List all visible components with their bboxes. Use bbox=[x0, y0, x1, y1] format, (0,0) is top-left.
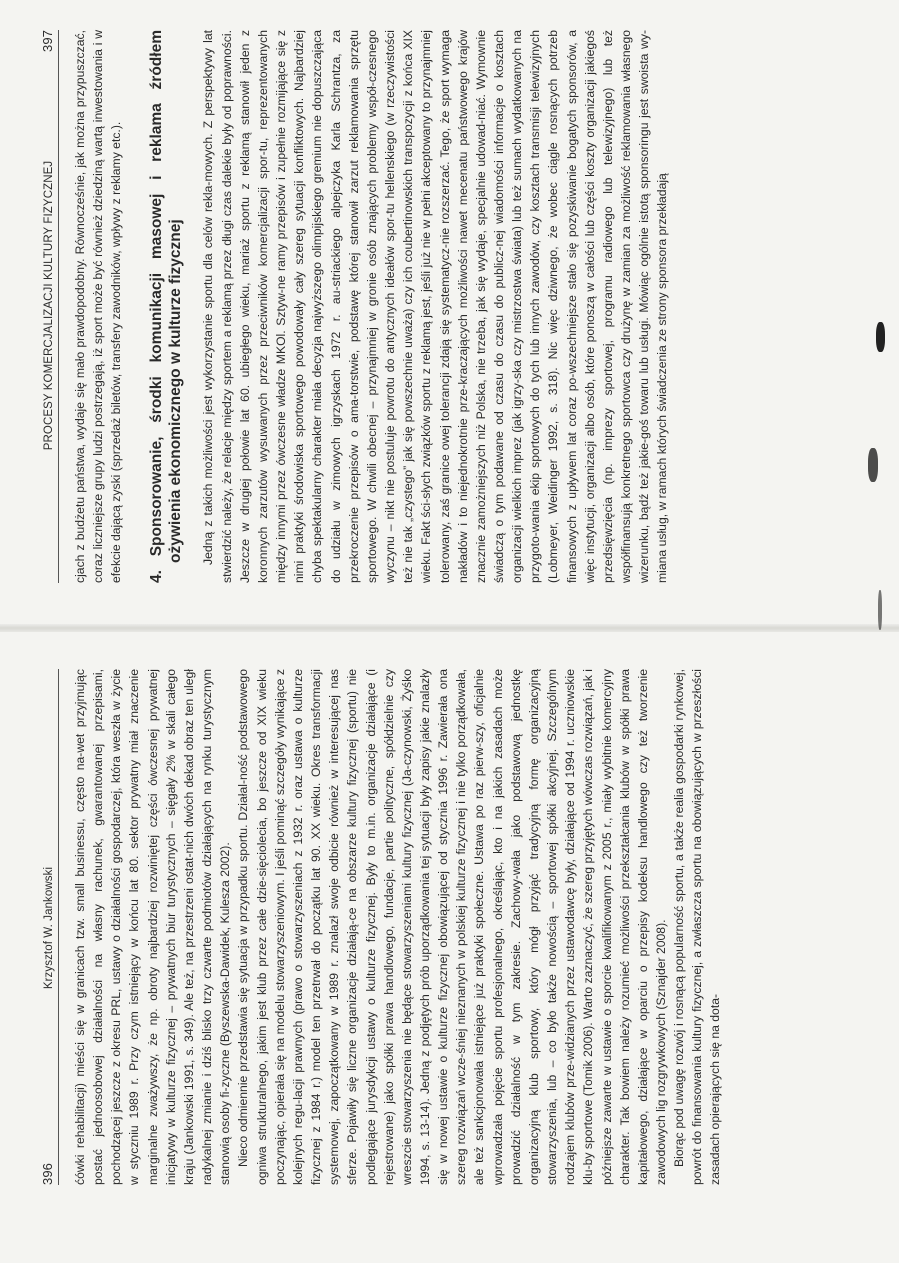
scan-artifact bbox=[876, 322, 885, 352]
running-head-title: PROCESY KOMERCJALIZACJI KULTURY FIZYCZNEJ bbox=[43, 160, 55, 451]
paragraph: Jedną z takich możliwości jest wykorzystanie sportu dla celów rekla-mowych. Z perspektywy lat stwierdzić należy, że relacje między sportem a reklamą przez długi czas dalekie były od poprawności. Jeszcze w drugiej połowie lat 60. ubiegłego wieku, mariaż sportu z reklamą stanowił jeden z koronnych zarzutów wysuwanych przez przeciwników komercjalizacji spor-tu, reprezentowanych między innymi przez ówczesne władze MKOl. Sztyw-ne ramy przepisów i zupełnie rozmijające się z nimi praktyki środowiska sportowego powodowały cały szereg sytuacji konfliktowych. Najbardziej chyba spektakularny charakter miała decyzja najwyższego olimpijskiego gremium nie dopuszczająca do udziału w zimowych igrzyskach 1972 r. au-striackiego alpejczyka Karla Schrantza, za przekroczenie przepisów o ama-torstwie, podstawę której stanowił zarzut reklamowania sprzętu sportowego. W chwili obecnej – przynajmniej w gronie osób znających problemy współ-czesnego wyczynu – nikt nie postuluje powrotu do antycznych ideałów spor-tu hellenskiego (w rzeczywistości też nie tak „czystego” jak się powszechnie uważa) czy ich coubertinowskich transpozycji z końca XIX wieku. Fakt ści-słych związków sportu z reklamą jest, jeśli już nie w pełni akceptowany to przynajmniej tolerowany, zaś granice owej tolerancji zdają się systematycz-nie rozszerzać. Tego, że sport wymaga nakładów i to niejednokrotnie prze-kraczających możliwości nawet mecenatu państwowego krajów znacznie zamożniejszych niż Polska, nie trzeba, jak się wydaje, specjalnie udowad-niać. Wymownie świadczą o tym podawane od czasu do czasu do publicz-nej wiadomości informacje o kosztach organizacji wielkich imprez (jak igrzy-ska czy mistrzostwa świata) lub też sumach wydatkowanych na przygoto-wania ekip sportowych do tych lub innych zawodów, czy kosztach transmisji telewizyjnych (Lobmeyer, Weidinger 1992, s. 318). Nic więc dziwnego, że wobec ciągle rosnących potrzeb finansowych z upływem lat coraz po-wszechniejsze stało się pozyskiwanie bogatych sponsorów, a więc instytucji, organizacji albo osób, które ponoszą w całości lub części koszty organizacji jakiegoś przedsięwzięcia (np. imprezy sportowej, programu radiowego lub telewizyjnego) lub też współfinansują konkretnego sportowca czy drużynę w zamian za możliwość reklamowania własnego wizerunku, bądź też jakie-goś towaru lub usługi. Mówiąc ogólnie istotą sponsoringu jest swoista wy-miana usług, w ramach których świadczenia ze strony sponsora przekładają bbox=[201, 30, 670, 583]
right-page bbox=[0, 0, 899, 623]
gutter bbox=[0, 624, 899, 632]
paragraph: Nieco odmiennie przedstawia się sytuacja w przypadku sportu. Działal-ność podstawowego ogniwa strukturalnego, jakim jest klub przez całe dzie-sięciolecia, bo jeszcze od XIX wieku poczynając, opierała się na modelu stowarzyszeniowym. I jeśli pominąć szczegóły wynikające z kolejnych regu-lacji prawnych (prawo o stowarzyszeniach z 1932 r. oraz ustawa o kulturze fizycznej z 1984 r.) model ten przetrwał do początku lat 90. XX wieku. Okres transformacji systemowej, zapoczątkowany w 1989 r. znalazł swoje odbicie również w interesującej nas sferze. Pojawiły się liczne organizacje działają-ce na obszarze kultury fizycznej (sportu) nie podlegające jurysdykcji ustawy o kulturze fizycznej. Były to m.in. organizacje działające (i rejestrowane) jako spółki prawa handlowego, fundacje, partie polityczne, spółdzielnie czy wreszcie stowarzyszenia nie będące stowarzyszeniami kultury fizycznej (Ja-czynowski, Żyśko 1994, s. 13-14). Jedną z podjętych prób uporządkowania tej sytuacji były zapisy jakie znalazły się w nowej ustawie o kulturze fizycznej obowiązującej od stycznia 1996 r. Zawierała ona szereg rozwiązań wcze-śniej nieznanych w polskiej kulturze fizycznej i nie tylko porządkowała, ale też sankcjonowała istniejące już praktyki społeczne. Ustawa po raz pierw-szy, oficjalnie wprowadzała pojęcie sportu profesjonalnego, określając, kto i na jakich zasadach może prowadzić działalność w tym zakresie. Zachowy-wała jako podstawową jednostkę organizacyjną klub sportowy, który mógł przyjąć tradycyjną formę organizacyjną stowarzyszenia, lub – co było także nowością – sportowej spółki akcyjnej. Szczególnym rodzajem klubów prze-widzianych przez ustawodawcę były, działające od 1994 r. uczniowskie klu-by sportowe (Tomik 2006). Warto zaznaczyć, że szereg przyjętych wówczas rozwiązań, jak i późniejsze zawarte w ustawie o sporcie kwalifikowanym z 2005 r., miały wybitnie komercyjny charakter. Tak bowiem należy rozumieć możliwości przekształcania klubów w spółki prawa kapitałowego, działające w oparciu o przepisy kodeksu handlowego czy też tworzenie zawodowych lig rozgrywkowych (Sznajder 2008). bbox=[236, 669, 668, 1185]
paragraph: Biorąc pod uwagę rozwój i rosnącą popularność sportu, a także realia gospodarki rynkowej, powrót do finansowania kultury fizycznej, a zwłaszcza sportu na obowiązujących w przeszłości zasadach opierających się na dota- bbox=[672, 669, 723, 1185]
page-number-left: 396 bbox=[40, 1163, 55, 1185]
running-head-right bbox=[40, 30, 59, 583]
running-head-left bbox=[40, 669, 59, 1185]
left-page-body bbox=[71, 669, 725, 1185]
page-number-right: 397 bbox=[40, 30, 55, 52]
running-head-author: Krzysztof W. Jankowski bbox=[43, 866, 55, 990]
left-page bbox=[0, 633, 899, 1263]
right-page-body bbox=[71, 30, 672, 583]
paragraph: cjach z budżetu państwa, wydaje się mało prawdopodobny. Równocześnie, jak można przypuszczać, coraz liczniejsze grupy ludzi postrzegają, iż sport może być również dziedziną wartą inwestowania i w efekcie dającą zyski (sprzedaż biletów, transfery zawodników, wpływy z reklamy etc.). bbox=[73, 30, 124, 583]
scan-artifact bbox=[878, 590, 882, 630]
paragraph: ćówki rehabilitacji) mieści się w granicach tzw. small businessu, często na-wet przyjmując postać jednoosobowej działalności na własny rachunek, gwarantowanej przepisami, pochodzącej jeszcze z okresu PRL, ustawy o działalności gospodarczej, która weszła w życie w styczniu 1989 r. Przy czym istniejący w końcu lat 80. sektor prywatny miał znaczenie marginalne zważywszy, że np. obroty najbardziej rozwiniętej części ówczesnej prywatnej inicjatywy w kulturze fizycznej – prywatnych biur turystycznych – sięgały 2% w skali całego kraju (Jankowski 1991, s. 349). Ale też, na przestrzeni ostat-nich dwóch dekad obraz ten uległ radykalnej zmianie i dziś blisko trzy czwarte podmiotów działających na rynku turystycznym stanowią osoby fi-zyczne (Byszewska-Dawidek, Kulesza 2002). bbox=[73, 669, 233, 1185]
scan-artifact bbox=[868, 448, 878, 482]
section-heading: 4. Sponsorowanie, środki komunikacji masowej i reklama źródłem ożywienia ekonomicznego w kulturze fizycznej bbox=[148, 30, 185, 583]
